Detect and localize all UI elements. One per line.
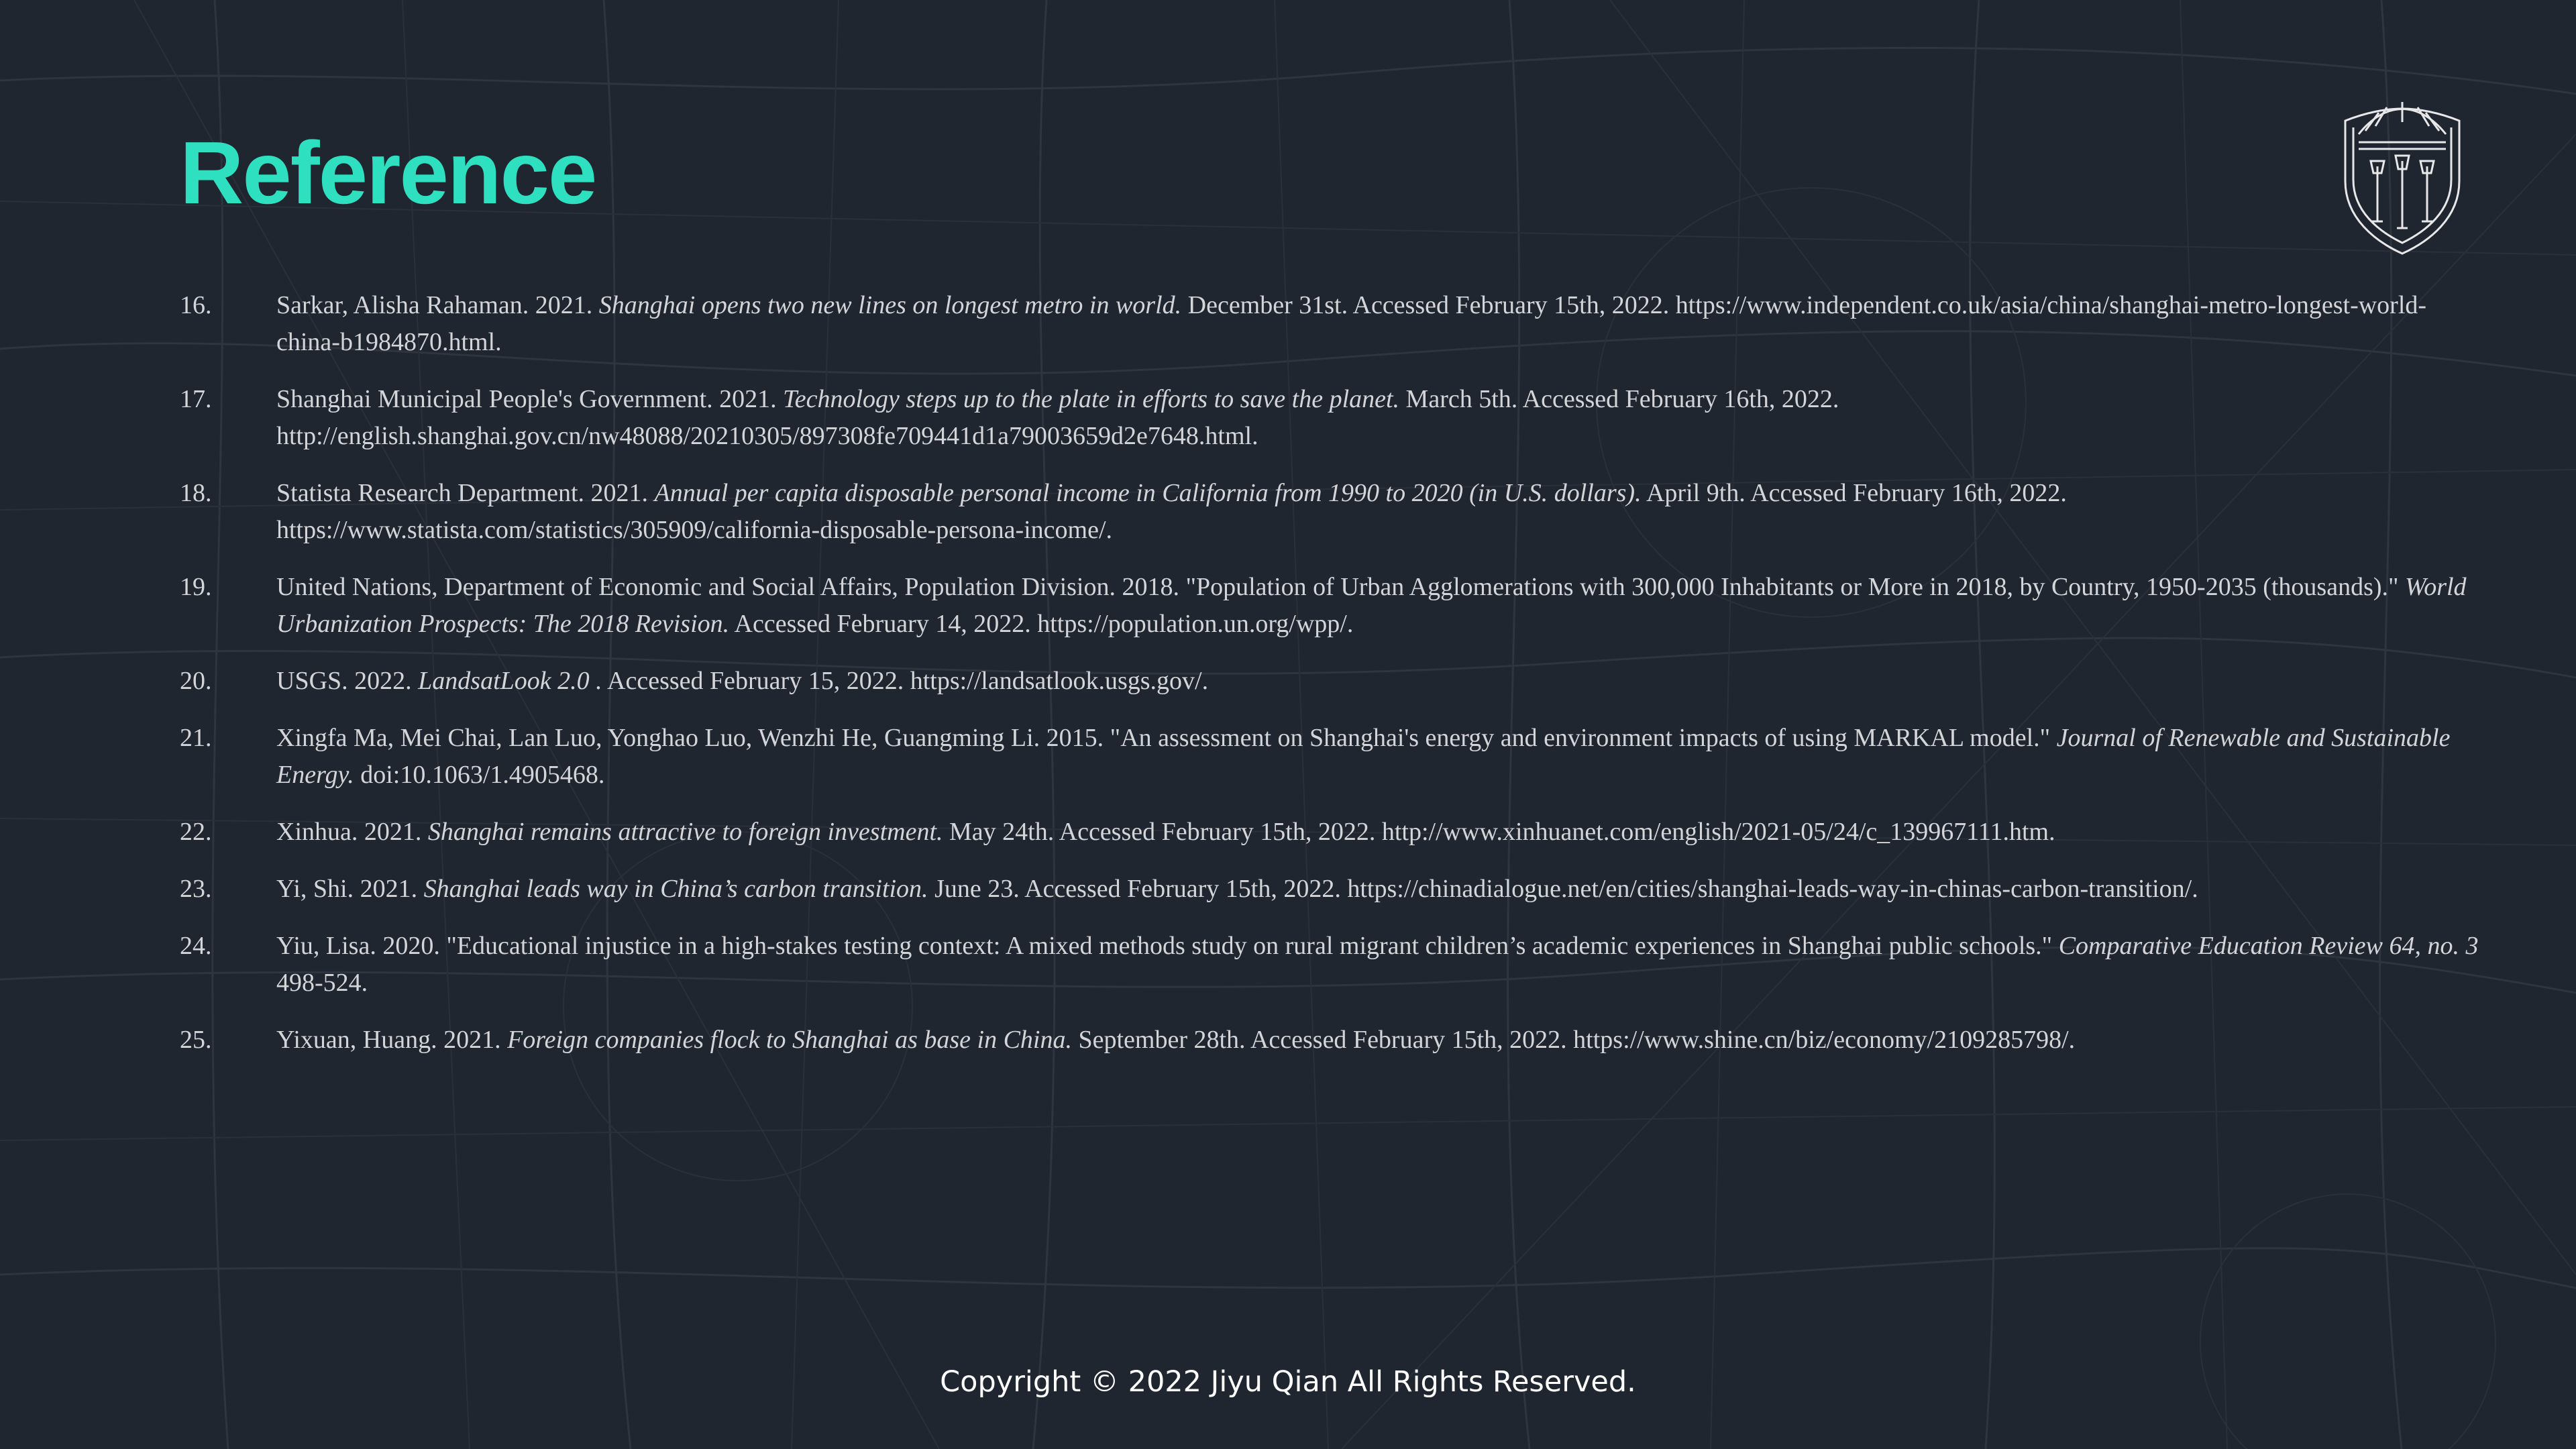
reference-text: United Nations, Department of Economic and Social Affairs, Population Division. 2018. "Population of Urban Agglomerations with 300,000 Inhabitants or More in 2018, by Country, 1950-2035 (thousands)." World Urbanization Prospects: The 2018 Revision. Accessed February 14, 2022. https://population.un.org/wpp/.	[276, 573, 2467, 638]
reference-number: 18.	[180, 479, 212, 507]
reference-number: 19.	[180, 573, 212, 601]
reference-number: 22.	[180, 818, 212, 846]
reference-item	[180, 287, 2481, 361]
reference-number: 23.	[180, 875, 212, 903]
reference-list	[180, 287, 2481, 1079]
reference-item	[180, 1022, 2481, 1059]
reference-text: Yixuan, Huang. 2021. Foreign companies flock to Shanghai as base in China. September 28th. Accessed February 15th, 2022. https://www.shine.cn/biz/economy/2109285798/.	[276, 1026, 2076, 1054]
reference-number: 16.	[180, 291, 212, 319]
page-title: Reference	[180, 123, 596, 222]
reference-number: 17.	[180, 385, 212, 413]
copyright-footer: Copyright © 2022 Jiyu Qian All Rights Reserved.	[940, 1365, 1636, 1399]
reference-text: Yiu, Lisa. 2020. "Educational injustice in a high-stakes testing context: A mixed methods study on rural migrant children’s academic experiences in Shanghai public schools." Comparative Education Review 64, no. 3 498-524.	[276, 932, 2479, 997]
reference-number: 21.	[180, 724, 212, 752]
reference-text: Shanghai Municipal People's Government. 2021. Technology steps up to the plate in efforts to save the planet. March 5th. Accessed February 16th, 2022. http://english.shanghai.gov.cn/nw48088/20210305/897308fe709441d1a79003659d2e7648.html.	[276, 385, 1839, 450]
reference-item	[180, 475, 2481, 549]
reference-text: Yi, Shi. 2021. Shanghai leads way in China’s carbon transition. June 23. Accessed February 15th, 2022. https://chinadialogue.net/en/cities/shanghai-leads-way-in-chinas-carbon-transition/.	[276, 875, 2198, 903]
reference-text: Statista Research Department. 2021. Annual per capita disposable personal income in California from 1990 to 2020 (in U.S. dollars). April 9th. Accessed February 16th, 2022. https://www.statista.com/statistics/305909/california-disposable-persona-income/.	[276, 479, 2067, 544]
reference-text: Sarkar, Alisha Rahaman. 2021. Shanghai opens two new lines on longest metro in world. December 31st. Accessed February 15th, 2022. https://www.independent.co.uk/asia/china/shanghai-metro-longest-world-china-b1984870.html.	[276, 291, 2427, 356]
reference-item	[180, 381, 2481, 455]
reference-text: Xinhua. 2021. Shanghai remains attractive to foreign investment. May 24th. Accessed February 15th, 2022. http://www.xinhuanet.com/english/2021-05/24/c_139967111.htm.	[276, 818, 2055, 846]
university-crest-icon	[2339, 94, 2466, 255]
reference-item	[180, 720, 2481, 794]
reference-number: 24.	[180, 932, 212, 960]
reference-item	[180, 928, 2481, 1002]
reference-item	[180, 814, 2481, 851]
reference-item	[180, 569, 2481, 643]
reference-item	[180, 871, 2481, 908]
reference-text: Xingfa Ma, Mei Chai, Lan Luo, Yonghao Luo, Wenzhi He, Guangming Li. 2015. "An assessment on Shanghai's energy and environment impacts of using MARKAL model." Journal of Renewable and Sustainable Energy. doi:10.1063/1.4905468.	[276, 724, 2451, 789]
reference-item	[180, 663, 2481, 700]
reference-number: 20.	[180, 667, 212, 695]
reference-text: USGS. 2022. LandsatLook 2.0 . Accessed February 15, 2022. https://landsatlook.usgs.gov/.	[276, 667, 1209, 695]
reference-number: 25.	[180, 1026, 212, 1054]
